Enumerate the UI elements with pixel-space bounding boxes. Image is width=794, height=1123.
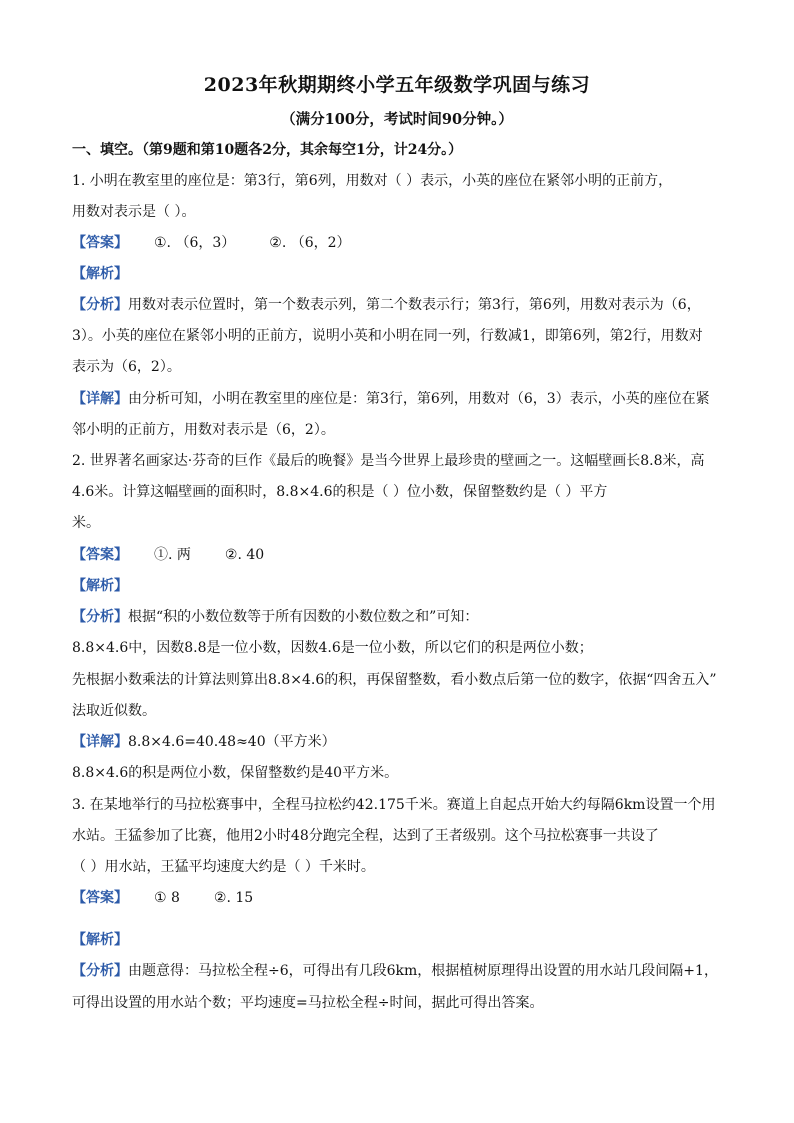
section-heading: 一、填空。（第9题和第10题各2分，其余每空1分，计24分。） — [72, 142, 463, 158]
answer-label: 【答案】 — [72, 235, 128, 251]
q2-text-line2: 4.6米。计算这幅壁画的面积时，8.8×4.6的积是（ ）位小数，保留整数约是（ ）平方 — [72, 484, 608, 500]
q1-answer-1: ①. （6，3） — [154, 235, 236, 251]
q2-body-line2: 先根据小数乘法的计算法则算出8.8×4.6的积，再保留整数，看小数点后第一位的数字，依据“四舍五入” — [72, 672, 717, 688]
q2-body-line4: 8.8×4.6的积是两位小数，保留整数约是40平方米。 — [72, 765, 399, 781]
q3-text-line1: 3. 在某地举行的马拉松赛事中，全程马拉松约42.175千米。赛道上自起点开始大约每隔6km设置一个用 — [72, 797, 716, 813]
q2-xiangjie-line1 — [72, 732, 732, 752]
q2-answer-1: ①. 两 — [154, 547, 191, 563]
answer-label: 【答案】 — [72, 890, 128, 906]
q1-fenxi-text1: 用数对表示位置时，第一个数表示列，第二个数表示行；第3行，第6列，用数对表示为（6， — [128, 297, 701, 313]
fenxi-label: 【分析】 — [72, 963, 128, 979]
q2-fenxi-line1 — [72, 607, 732, 627]
q3-fenxi-line1 — [72, 961, 732, 981]
q2-answer-2: ②. 40 — [224, 547, 265, 563]
q3-fenxi-line2: 可得出设置的用水站个数；平均速度=马拉松全程÷时间，据此可得出答案。 — [72, 995, 544, 1011]
q2-fenxi-text1: 根据“积的小数位数等于所有因数的小数位数之和”可知： — [128, 609, 479, 625]
q2-text-line1: 2. 世界著名画家达·芬奇的巨作《最后的晚餐》是当今世界上最珍贵的壁画之一。这幅壁画长8.8米，高 — [72, 453, 705, 469]
q1-fenxi-line3: 表示为（6，2）。 — [72, 359, 181, 375]
q1-text-line1: 1. 小明在教室里的座位是：第3行，第6列，用数对（ ）表示，小英的座位在紧邻小明的正前方， — [72, 173, 673, 189]
q2-body-line1: 8.8×4.6中，因数8.8是一位小数，因数4.6是一位小数，所以它们的积是两位小数； — [72, 640, 593, 656]
q1-xiangjie-line2: 邻小明的正前方，用数对表示是（6，2）。 — [72, 422, 335, 438]
q1-xiangjie-line1 — [72, 389, 732, 409]
q3-answer-1: ① 8 — [154, 890, 180, 906]
q3-fenxi-text1: 由题意得：马拉松全程÷6，可得出有几段6km，根据植树原理得出设置的用水站几段间隔+1， — [128, 963, 718, 979]
q2-text-line3: 米。 — [72, 515, 100, 531]
fenxi-label: 【分析】 — [72, 609, 128, 625]
xiangjie-label: 【详解】 — [72, 391, 128, 407]
jiexi-label: 【解析】 — [72, 266, 128, 282]
xiangjie-label: 【详解】 — [72, 734, 128, 750]
document-title: 2023年秋期期终小学五年级数学巩固与练习 — [203, 74, 591, 96]
answer-label: 【答案】 — [72, 547, 128, 563]
q1-answer-2: ②. （6，2） — [269, 235, 351, 251]
q1-fenxi-line1 — [72, 295, 732, 315]
q2-body-line3: 法取近似数。 — [72, 703, 156, 719]
q1-xiangjie-text1: 由分析可知，小明在教室里的座位是：第3行，第6列，用数对（6，3）表示，小英的座位在紧 — [128, 391, 710, 407]
q3-answer-2: ②. 15 — [213, 890, 254, 906]
q3-text-line2: 水站。王猛参加了比赛，他用2小时48分跑完全程，达到了王者级别。这个马拉松赛事一共设了 — [72, 828, 659, 844]
document-subtitle: （满分100分，考试时间90分钟。） — [281, 111, 513, 128]
jiexi-label: 【解析】 — [72, 578, 128, 594]
fenxi-label: 【分析】 — [72, 297, 128, 313]
q2-answer-row — [72, 545, 732, 565]
q1-answer-row — [72, 233, 732, 253]
q1-fenxi-line2: 3）。小英的座位在紧邻小明的正前方，说明小英和小明在同一列，行数减1，即第6列，第2行，用数对 — [72, 328, 703, 344]
jiexi-label: 【解析】 — [72, 932, 128, 948]
q1-text-line2: 用数对表示是（ ）。 — [72, 204, 196, 220]
q3-text-line3: （ ）用水站，王猛平均速度大约是（ ）千米时。 — [72, 859, 375, 875]
q3-answer-row — [72, 888, 732, 908]
q2-xiangjie-text1: 8.8×4.6=40.48≈40（平方米） — [128, 734, 336, 750]
